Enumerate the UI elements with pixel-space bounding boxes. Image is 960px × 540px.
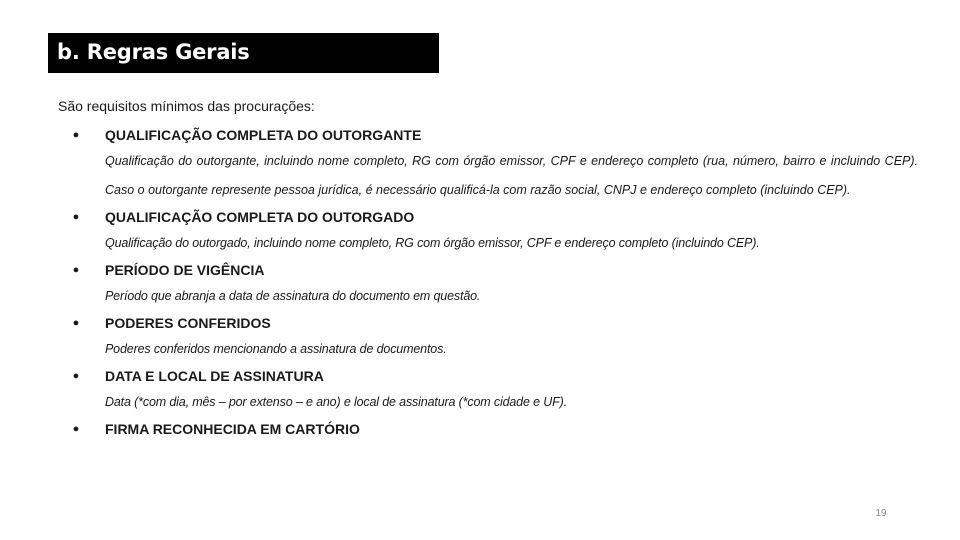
page-number: 19 bbox=[875, 508, 887, 519]
intro-text: São requisitos mínimos das procurações: bbox=[58, 98, 315, 114]
requirement-description: Data (*com dia, mês – por extenso – e ano) e local de assinatura (*com cidade e UF). bbox=[105, 395, 567, 409]
requirement-title: PERÍODO DE VIGÊNCIA bbox=[105, 262, 265, 278]
requirement-title: QUALIFICAÇÃO COMPLETA DO OUTORGADO bbox=[105, 209, 415, 225]
requirement-item bbox=[58, 125, 918, 205]
bullet-icon: ● bbox=[72, 211, 80, 223]
requirements-content bbox=[58, 96, 918, 439]
requirement-item bbox=[58, 207, 918, 258]
requirement-title: FIRMA RECONHECIDA EM CARTÓRIO bbox=[105, 421, 360, 437]
section-title-bar bbox=[48, 33, 439, 73]
requirement-item bbox=[58, 260, 918, 311]
bullet-icon: ● bbox=[72, 264, 80, 276]
bullet-icon: ● bbox=[72, 129, 80, 141]
section-title: b. Regras Gerais bbox=[57, 40, 250, 64]
requirement-item bbox=[58, 419, 918, 439]
requirement-item bbox=[58, 313, 918, 364]
bullet-icon: ● bbox=[72, 317, 80, 329]
requirement-description: Poderes conferidos mencionando a assinatura de documentos. bbox=[105, 342, 447, 356]
requirement-description: Qualificação do outorgado, incluindo nome completo, RG com órgão emissor, CPF e endereço completo (incluindo CEP). bbox=[105, 236, 760, 250]
bullet-icon: ● bbox=[72, 370, 80, 382]
bullet-icon: ● bbox=[72, 423, 80, 435]
requirement-title: PODERES CONFERIDOS bbox=[105, 315, 271, 331]
requirement-description: Período que abranja a data de assinatura do documento em questão. bbox=[105, 289, 481, 303]
requirement-title: DATA E LOCAL DE ASSINATURA bbox=[105, 368, 324, 384]
requirement-title: QUALIFICAÇÃO COMPLETA DO OUTORGANTE bbox=[105, 127, 422, 143]
requirement-description: Qualificação do outorgante, incluindo nome completo, RG com órgão emissor, CPF e endereço completo (rua, número, bairro e incluindo CEP). Caso o outorgante represente pessoa jurídica, é necessário qualificá-la com razão social, CNPJ e endereço completo (incluindo CEP). bbox=[105, 154, 918, 197]
requirement-item bbox=[58, 366, 918, 417]
